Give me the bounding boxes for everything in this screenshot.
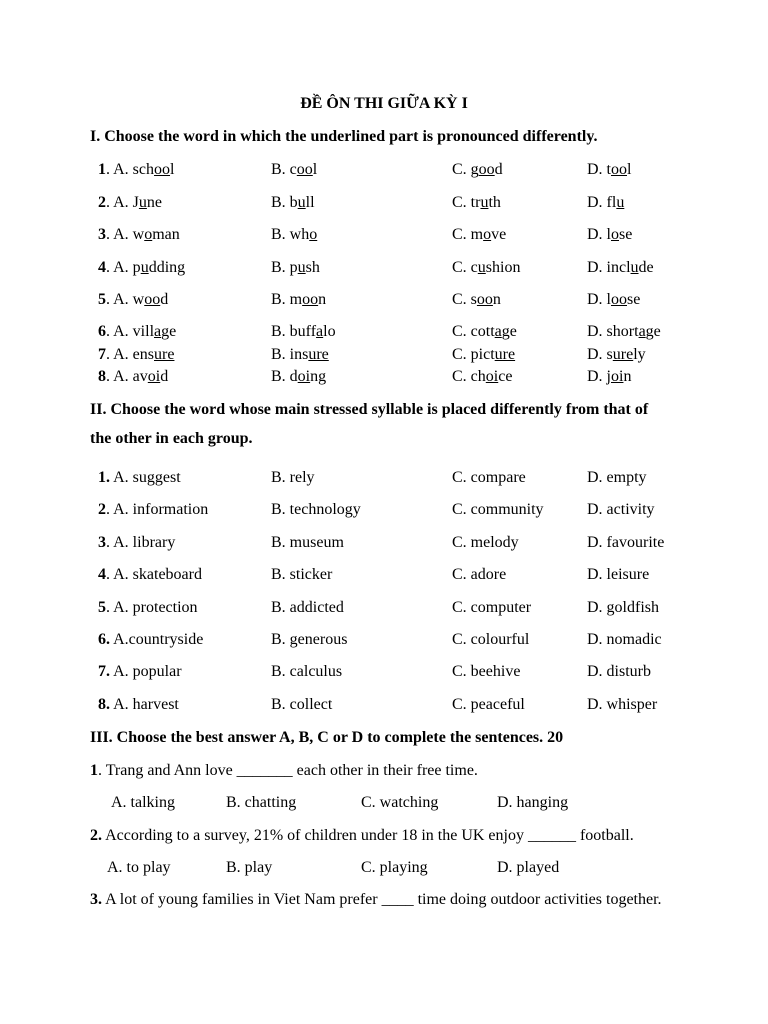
word-part: sh [305,259,320,276]
option-a[interactable] [98,566,202,584]
option-text: . A. library [106,534,176,551]
word-part: l [312,161,318,178]
option-c[interactable] [452,631,529,649]
word-part: D. l [587,291,611,308]
word-part: n [318,291,327,308]
word-part: d [160,291,169,308]
stress-row [0,663,768,683]
option-d[interactable] [587,599,659,617]
underlined-part: oo [144,291,161,308]
option-a[interactable] [98,534,175,552]
word-part: C. pict [452,346,495,363]
word-part: d [160,368,169,385]
option-b[interactable] [271,663,342,681]
option-a[interactable]: 5. A. wood [98,291,169,308]
underlined-part: ure [308,346,329,363]
underlined-part: ure [494,346,516,363]
item-number: 3 [98,534,106,551]
underlined-part: a [638,323,646,340]
option-b[interactable] [271,534,344,552]
option-text: B. collect [271,696,333,713]
option-c[interactable] [452,161,503,179]
option-b[interactable] [271,696,332,714]
pronunciation-row [0,323,768,343]
underlined-part: a [494,323,502,340]
option-text: D. nomadic [587,631,662,648]
item-number: 5 [98,599,106,616]
stress-row [0,696,768,716]
underlined-part: oo [478,161,495,178]
option-d[interactable] [587,501,655,519]
option-text: B. rely [271,469,315,486]
item-number: 7 [98,346,106,363]
word-part: l [627,161,632,178]
word-part: B. m [271,291,303,308]
option-c[interactable] [452,323,517,341]
option-text: B. technology [271,501,361,518]
underlined-part: oi [147,368,161,385]
option-b[interactable] [271,194,315,212]
option-text: C. computer [452,599,532,616]
option-d[interactable]: D. played [497,859,560,876]
pronunciation-row [0,194,768,214]
word-part: A. vill [113,323,155,340]
word-part: th [488,194,501,211]
option-text: . A. skateboard [106,566,202,583]
word-part: D. s [587,346,613,363]
option-text: B. addicted [271,599,344,616]
option-b[interactable] [271,226,317,244]
option-text: D. goldfish [587,599,659,616]
pronunciation-row [0,291,768,311]
question-number: 1 [90,762,98,779]
item-number: 1 [98,161,106,178]
option-text: B. museum [271,534,344,551]
underlined-part: u [477,259,486,276]
item-number: 5 [98,291,106,308]
word-part: C. ch [452,368,486,385]
option-a[interactable]: 2. A. June [98,194,163,211]
option-c[interactable] [452,368,512,386]
option-c[interactable] [452,566,506,584]
underlined-part: oo [611,291,627,308]
option-c[interactable] [452,663,520,681]
option-c[interactable]: C. watching [361,794,439,811]
option-c[interactable] [452,346,515,364]
word-part: B. wh [271,226,310,243]
option-text: B. calculus [271,663,343,680]
option-c[interactable] [452,259,520,277]
option-b[interactable]: B. play [226,859,273,876]
section-2-heading-line-1: II. Choose the word whose main stressed syllable is placed differently from that of [90,401,649,418]
word-part: se [627,291,641,308]
word-part: d [494,161,503,178]
option-b[interactable] [271,291,326,309]
option-b[interactable] [271,501,361,519]
word-part: C. tr [452,194,481,211]
option-d[interactable] [587,696,657,714]
option-text: D. favourite [587,534,665,551]
option-b[interactable] [271,323,336,341]
stress-row [0,534,768,554]
word-part: ne [146,194,163,211]
underlined-part: o [309,226,318,243]
option-c[interactable] [452,534,519,552]
option-text: A.countryside [110,631,204,648]
option-text: A. popular [110,663,182,680]
option-d[interactable] [587,194,624,212]
question-number: 2. [90,827,102,844]
word-part: B. ins [271,346,309,363]
option-text: B. sticker [271,566,333,583]
word-part: A. ens [113,346,155,363]
item-number: 4 [98,566,106,583]
question-3-3 [90,891,662,909]
pronunciation-row [0,368,768,388]
underlined-part: oo [296,161,313,178]
underlined-part: oo [154,161,171,178]
item-number: 1. [98,469,110,486]
word-part: D. short [587,323,639,340]
option-b[interactable] [271,599,344,617]
option-b[interactable] [271,346,329,364]
section-1-heading: I. Choose the word in which the underlined part is pronounced differently. [90,128,598,145]
option-a[interactable] [98,696,179,714]
word-part: A. av [113,368,148,385]
option-text: A. suggest [110,469,181,486]
word-part: ng [310,368,327,385]
option-text: C. compare [452,469,526,486]
word-part: l [170,161,175,178]
underlined-part: oi [611,368,624,385]
underlined-part: u [297,194,306,211]
option-a[interactable]: 6. A. village [98,323,177,340]
word-part: ve [491,226,507,243]
question-text: . Trang and Ann love _______ each other in their free time. [98,762,478,779]
word-part: ge [161,323,177,340]
underlined-part: oi [297,368,311,385]
question-text: According to a survey, 21% of children under 18 in the UK enjoy ______ football. [102,827,634,844]
underlined-part: u [630,259,639,276]
option-d[interactable] [587,534,664,552]
underlined-part: a [154,323,162,340]
underlined-part: oi [485,368,499,385]
option-text: C. colourful [452,631,530,648]
question-3-2-options [0,859,768,879]
word-part: A. J [113,194,139,211]
underlined-part: oo [476,291,493,308]
underlined-part: o [611,226,619,243]
option-d[interactable] [587,469,647,487]
option-a[interactable] [98,501,208,519]
pronunciation-row [0,259,768,279]
underlined-part: u [480,194,489,211]
option-b[interactable] [271,566,332,584]
stress-row [0,599,768,619]
item-number: 3 [98,226,106,243]
word-part: ge [501,323,517,340]
option-d[interactable] [587,368,631,386]
question-number: 3. [90,891,102,908]
option-b[interactable] [271,469,315,487]
page-title: ĐỀ ÔN THI GIỮA KỲ I [300,95,468,112]
word-part: A. p [113,259,141,276]
item-number: 2 [98,194,106,211]
option-b[interactable] [271,368,326,386]
option-a[interactable] [98,663,182,681]
option-a[interactable] [98,631,203,649]
option-b[interactable] [271,161,317,179]
word-part: man [152,226,180,243]
underlined-part: o [144,226,153,243]
stress-row [0,566,768,586]
option-text: . A. protection [106,599,198,616]
word-part: B. b [271,194,298,211]
question-3-1-options [0,794,768,814]
word-part: C. s [452,291,477,308]
option-text: . A. information [106,501,209,518]
item-number: 7. [98,663,110,680]
word-part: de [638,259,654,276]
underlined-part: oo [611,161,627,178]
word-part: B. p [271,259,298,276]
option-a[interactable]: 4. A. pudding [98,259,186,276]
word-part: D. t [587,161,611,178]
underlined-part: o [483,226,492,243]
option-d[interactable] [587,631,662,649]
underlined-part: u [140,259,149,276]
item-number: 8 [98,368,106,385]
option-text: C. community [452,501,544,518]
option-text: D. activity [587,501,655,518]
option-c[interactable] [452,226,506,244]
option-c[interactable] [452,599,531,617]
option-text: B. generous [271,631,348,648]
word-part: D. incl [587,259,631,276]
option-d[interactable] [587,291,640,309]
option-d[interactable] [587,346,646,364]
word-part: se [619,226,633,243]
option-a[interactable]: 8. A. avoid [98,368,169,385]
option-b[interactable]: B. chatting [226,794,297,811]
word-part: D. j [587,368,611,385]
word-part: D. fl [587,194,617,211]
option-text: D. disturb [587,663,651,680]
word-part: C. g [452,161,479,178]
word-part: dding [148,259,186,276]
option-c[interactable]: C. playing [361,859,428,876]
option-d[interactable] [587,226,632,244]
word-part: n [492,291,501,308]
underlined-part: u [297,259,306,276]
option-c[interactable] [452,194,501,212]
option-d[interactable] [587,323,661,341]
word-part: C. m [452,226,484,243]
underlined-part: oo [302,291,319,308]
word-part: n [623,368,632,385]
question-3-1 [90,762,478,780]
item-number: 6 [98,323,106,340]
stress-row [0,469,768,489]
item-number: 6. [98,631,110,648]
question-text: A lot of young families in Viet Nam prefer ____ time doing outdoor activities together. [102,891,662,908]
word-part: C. c [452,259,478,276]
word-part: A. sch [113,161,155,178]
word-part: shion [485,259,521,276]
option-text: D. whisper [587,696,658,713]
word-part: ge [645,323,661,340]
option-d[interactable]: D. hanging [497,794,569,811]
word-part: B. c [271,161,297,178]
word-part: B. d [271,368,298,385]
word-part: ce [498,368,513,385]
option-c[interactable] [452,469,526,487]
option-a[interactable]: A. to play [107,859,171,876]
section-2-heading-line-2: the other in each group. [90,430,253,447]
option-text: C. peaceful [452,696,525,713]
option-d[interactable] [587,161,631,179]
question-3-2 [90,827,634,845]
option-a[interactable]: 3. A. woman [98,226,180,243]
word-part: C. cott [452,323,495,340]
word-part: A. w [113,226,145,243]
item-number: 2 [98,501,106,518]
option-text: D. leisure [587,566,650,583]
stress-row [0,631,768,651]
item-number: 4 [98,259,106,276]
stress-row [0,501,768,521]
word-part: B. buff [271,323,317,340]
pronunciation-row [0,161,768,181]
option-text: C. beehive [452,663,521,680]
option-a[interactable]: 7. A. ensure [98,346,175,363]
option-a[interactable]: A. talking [111,794,175,811]
section-3-heading: III. Choose the best answer A, B, C or D to complete the sentences. 20 [90,729,564,746]
underlined-part: ure [612,346,634,363]
underlined-part: a [316,323,324,340]
word-part: A. w [113,291,145,308]
pronunciation-row [0,226,768,246]
option-text: C. adore [452,566,507,583]
option-d[interactable] [587,663,651,681]
option-c[interactable] [452,291,501,309]
pronunciation-row [0,346,768,366]
option-text: A. harvest [110,696,179,713]
option-a[interactable] [98,469,181,487]
option-c[interactable] [452,696,525,714]
option-d[interactable] [587,259,654,277]
option-text: C. melody [452,534,519,551]
option-b[interactable] [271,631,347,649]
option-text: D. empty [587,469,647,486]
option-c[interactable] [452,501,544,519]
word-part: lo [323,323,336,340]
word-part: D. l [587,226,611,243]
option-d[interactable] [587,566,649,584]
underlined-part: u [138,194,147,211]
item-number: 8. [98,696,110,713]
option-b[interactable] [271,259,320,277]
option-a[interactable]: 1. A. school [98,161,175,178]
underlined-part: ure [154,346,175,363]
underlined-part: u [616,194,625,211]
word-part: ll [305,194,315,211]
option-a[interactable] [98,599,198,617]
word-part: ly [633,346,646,363]
